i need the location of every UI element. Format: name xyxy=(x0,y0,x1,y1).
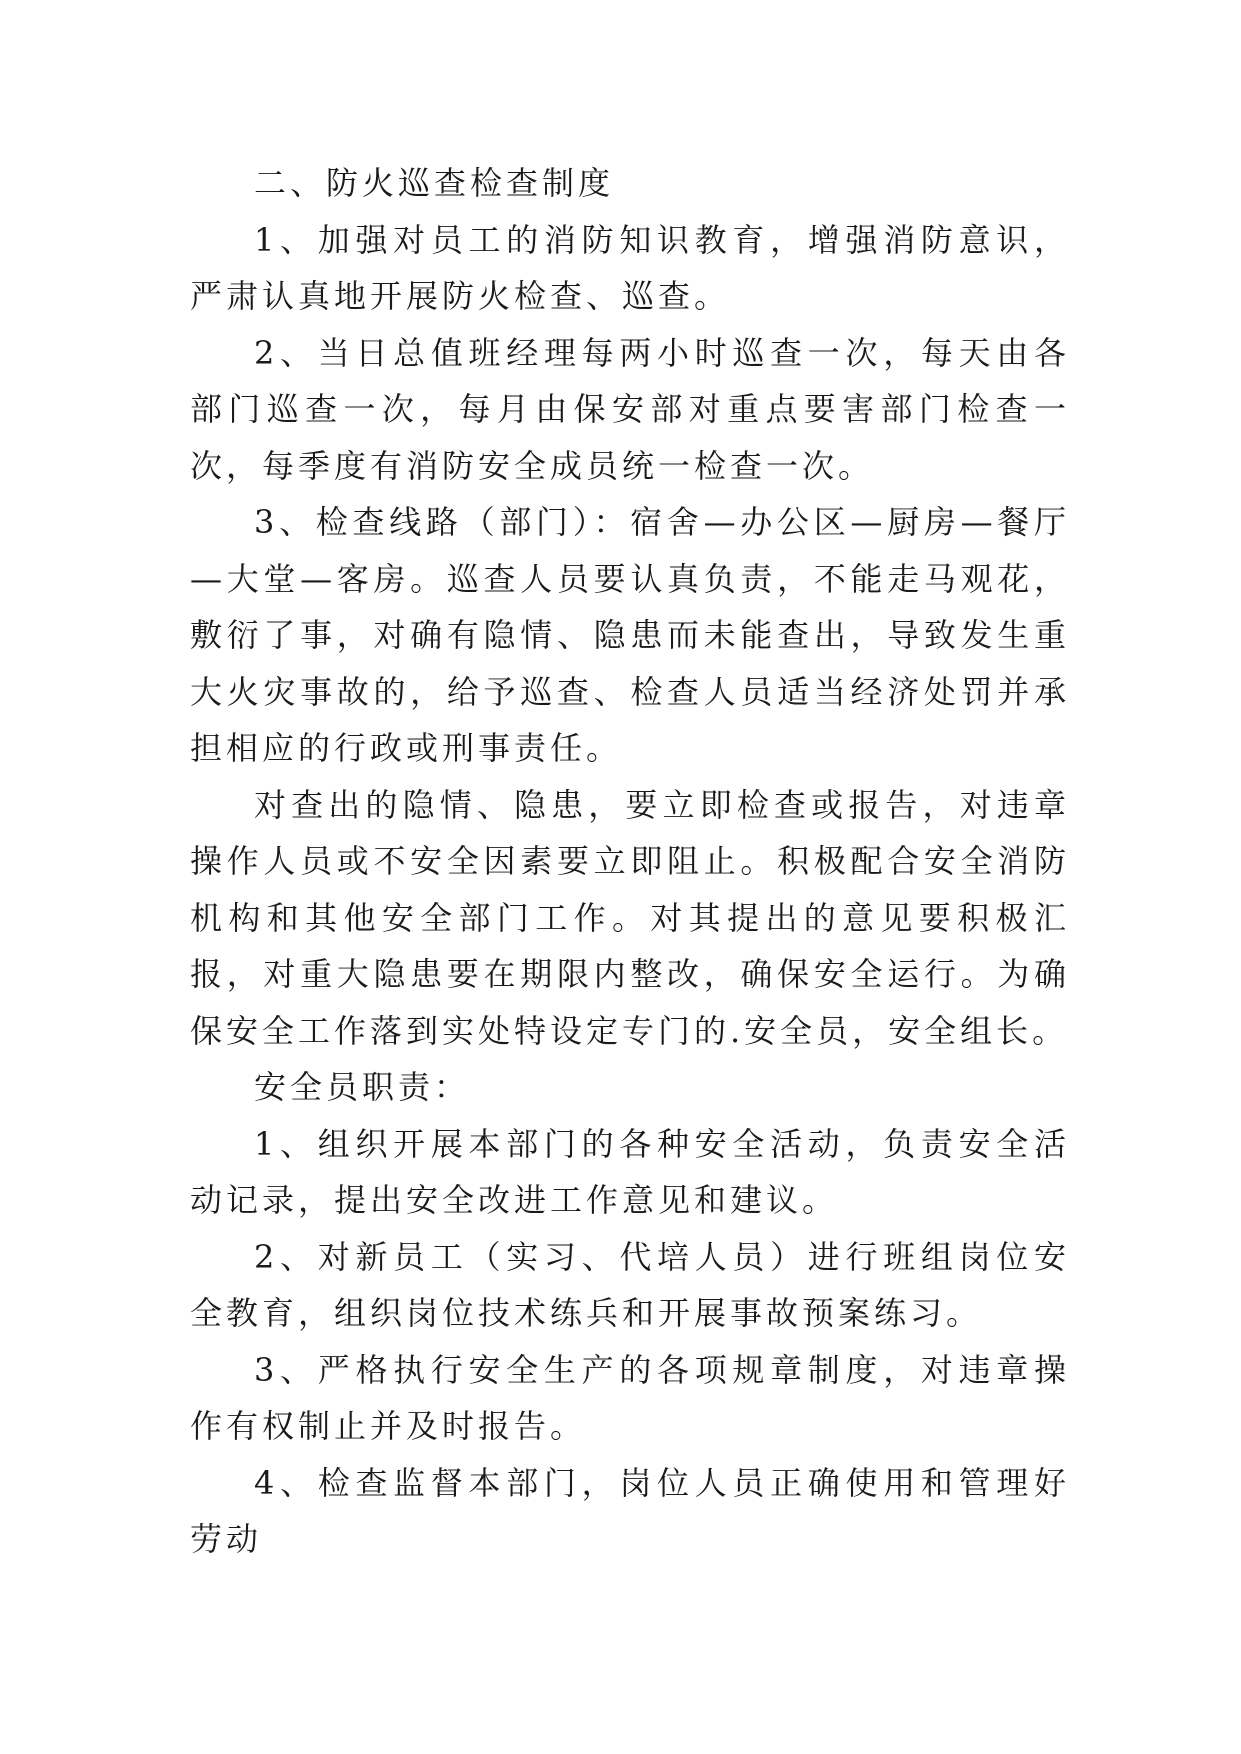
paragraph: 4、检查监督本部门，岗位人员正确使用和管理好劳动 xyxy=(190,1463,1070,1558)
paragraph: 1、组织开展本部门的各种安全活动，负责安全活动记录，提出安全改进工作意见和建议。 xyxy=(190,1124,1070,1219)
document-body xyxy=(190,155,1070,1568)
paragraph: 3、检查线路（部门）：宿舍—办公区—厨房—餐厅—大堂—客房。巡查人员要认真负责，不能走马观花，敷衍了事，对确有隐情、隐患而未能查出，导致发生重大火灾事故的，给予巡查、检查人员适当经济处罚并承担相应的行政或刑事责任。 xyxy=(190,503,1070,767)
paragraph: 2、对新员工（实习、代培人员）进行班组岗位安全教育，组织岗位技术练兵和开展事故预案练习。 xyxy=(190,1237,1070,1332)
paragraph: 对查出的隐情、隐患，要立即检查或报告，对违章操作人员或不安全因素要立即阻止。积极配合安全消防机构和其他安全部门工作。对其提出的意见要积极汇报，对重大隐患要在期限内整改，确保安全运行。为确保安全工作落到实处特设定专门的.安全员，安全组长。 xyxy=(190,785,1070,1050)
paragraph: 1、加强对员工的消防知识教育，增强消防意识，严肃认真地开展防火检查、巡查。 xyxy=(190,220,1070,315)
section-heading: 二、防火巡查检查制度 xyxy=(254,164,615,202)
paragraph: 2、当日总值班经理每两小时巡查一次，每天由各部门巡查一次，每月由保安部对重点要害部门检查一次，每季度有消防安全成员统一检查一次。 xyxy=(190,333,1070,485)
paragraph: 3、严格执行安全生产的各项规章制度，对违章操作有权制止并及时报告。 xyxy=(190,1350,1070,1445)
subheading: 安全员职责： xyxy=(254,1068,471,1106)
